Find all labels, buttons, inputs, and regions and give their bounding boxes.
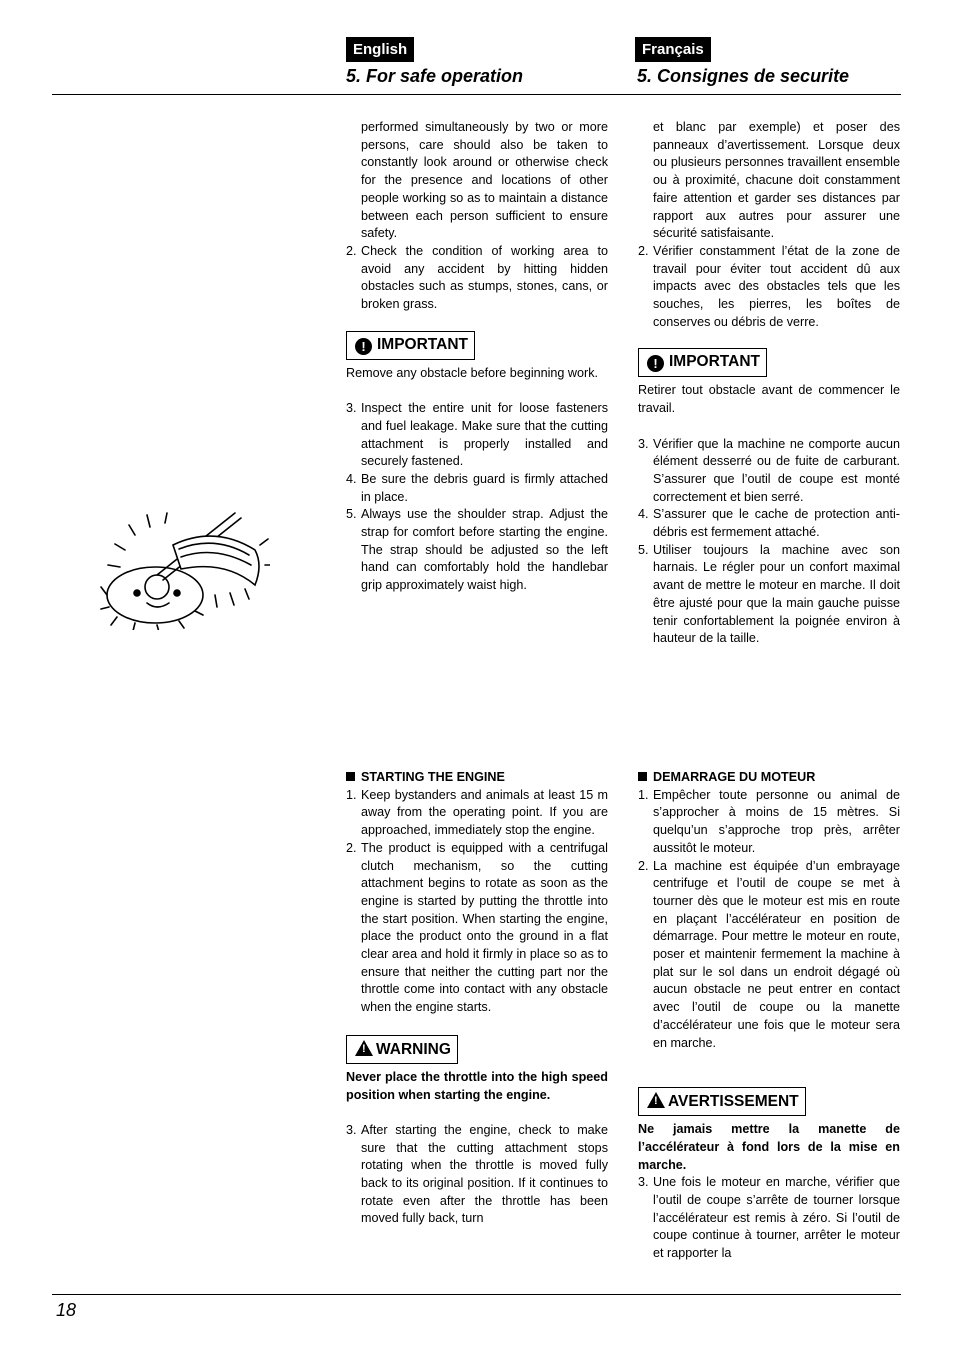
list-item-fr-3 xyxy=(638,436,900,507)
exclamation-icon: ! xyxy=(355,338,372,355)
list-item-en-s2 xyxy=(346,840,608,1017)
item-number: 2. xyxy=(638,858,649,873)
warning-label: WARNING xyxy=(376,1040,451,1058)
english-column xyxy=(346,119,608,595)
important-text-fr: Retirer tout obstacle avant de commencer le travail. xyxy=(638,383,900,416)
section-heading-text: DEMARRAGE DU MOTEUR xyxy=(653,770,816,784)
language-tag-french: Français xyxy=(635,37,711,62)
list-item-en-3 xyxy=(346,400,608,471)
list-item-en-2 xyxy=(346,243,608,314)
warning-triangle-icon: ! xyxy=(355,1040,373,1056)
english-column-starting xyxy=(346,769,608,1228)
important-box-en xyxy=(346,331,475,360)
paragraph-en-intro: performed simultaneously by two or more persons, care should also be taken to constantly look around or otherwise check for the presence and locations of other people working so as to maintain a distance between each person sufficient to ensure safety. xyxy=(361,120,608,241)
language-tag-english: English xyxy=(346,37,414,62)
item-number: 3. xyxy=(638,1175,649,1190)
section-heading-fr xyxy=(638,769,900,787)
footer-rule xyxy=(52,1294,901,1295)
item-number: 3. xyxy=(346,401,357,416)
important-label: IMPORTANT xyxy=(669,353,760,371)
item-text: Always use the shoulder strap. Adjust the strap for comfort before starting the engine. The strap should be adjusted so the left hand can comfortably hold the handlebar grip approximately waist high. xyxy=(361,507,608,593)
important-label: IMPORTANT xyxy=(377,335,468,353)
item-number: 4. xyxy=(346,471,357,486)
warning-triangle-icon: ! xyxy=(647,1092,665,1108)
item-number: 3. xyxy=(638,436,649,451)
list-item-en-4 xyxy=(346,471,608,506)
section-heading-text: STARTING THE ENGINE xyxy=(361,770,505,784)
page-number: 18 xyxy=(56,1300,77,1320)
list-item-fr-s3 xyxy=(638,1174,900,1263)
item-text: After starting the engine, check to make sure that the cutting attachment stops rotating when the throttle is moved fully back to its original position. If it continues to rotate even after the throttle has been moved fully back, turn xyxy=(361,1122,608,1226)
list-item-fr-5 xyxy=(638,542,900,648)
square-bullet-icon xyxy=(638,772,647,781)
item-number: 1. xyxy=(638,787,649,802)
french-column xyxy=(638,119,900,648)
list-item-fr-4 xyxy=(638,506,900,541)
item-number: 3. xyxy=(346,1122,357,1137)
warning-box-fr xyxy=(638,1087,806,1116)
item-text: Utiliser toujours la machine avec son harnais. Le régler pour un confort maximal avant de mettre le moteur en marche. Il doit être ajusté pour que la main gauche puisse tenir confortablement la poignée environ à hauteur de la taille. xyxy=(653,542,900,646)
item-number: 2. xyxy=(346,840,357,855)
item-number: 4. xyxy=(638,507,649,522)
item-text: La machine est équipée d’un embrayage centrifuge et l’outil de coupe se met à tourner dès que le moteur est mis en route en plaçant l’accélérateur en position de démarrage. Pour mettre le moteur en route, poser et maintenir fermement la machine à plat sur le sol dans un endroit dégagé où aucun obstacle ne peut entrer en contact avec l’outil de coupe ou la manette d’accélérateur une fois que le moteur sera en marche. xyxy=(653,858,900,1050)
important-box-fr xyxy=(638,348,767,377)
list-item-fr-s1 xyxy=(638,787,900,858)
item-text: Inspect the entire unit for loose fasteners and fuel leakage. Make sure that the cutting attachment is properly installed and securely fastened. xyxy=(361,401,608,469)
paragraph-fr-intro: et blanc par exemple) et poser des panneaux d’avertissement. Lorsque deux ou plusieurs personnes travaillent ensemble ou à proximité, chacune doit constamment faire attention et garder ses distances par rapport aux autres pour assurer une sécurité satisfaisante. xyxy=(653,120,900,241)
section-heading-en xyxy=(346,769,608,787)
item-text: Empêcher toute personne ou animal de s’approcher à moins de 15 mètres. Si quelqu’un s’approche trop près, arrêter aussitôt le moteur. xyxy=(653,787,900,855)
item-text: Une fois le moteur en marche, vérifier que l’outil de coupe s’arrête de tourner lorsque l’accélérateur est remis à zéro. Si l’outil de coupe continue à tourner, arrêter le moteur et rapporter la xyxy=(653,1175,900,1261)
list-item-en-s1 xyxy=(346,787,608,840)
item-text: Check the condition of working area to avoid any accident by hitting hidden obstacles such as stumps, stones, cans, or broken grass. xyxy=(361,243,608,312)
list-item-fr-2 xyxy=(638,243,900,332)
section-title-english: 5. For safe operation xyxy=(346,66,524,86)
warning-text-en: Never place the throttle into the high speed position when starting the engine. xyxy=(346,1069,608,1102)
warning-label: AVERTISSEMENT xyxy=(668,1093,799,1111)
item-text: Vérifier constamment l’état de la zone de travail pour éviter tout accident dû aux impacts avec des obstacles tels que les souches, les pierres, les boîtes de conserves ou débris de verre. xyxy=(653,243,900,329)
square-bullet-icon xyxy=(346,772,355,781)
warning-box-en xyxy=(346,1035,458,1064)
item-text: The product is equipped with a centrifugal clutch mechanism, so the cutting attachment begins to rotate as soon as the engine is started by putting the throttle into the start position. When starting the engine, place the product onto the ground in a flat clear area and hold it firmly in place so as to ensure that neither the cutting part nor the throttle come into contact with any obstacle when the engine starts. xyxy=(361,840,608,1015)
item-text: Be sure the debris guard is firmly attached in place. xyxy=(361,471,608,504)
item-number: 2. xyxy=(346,243,357,258)
warning-text-fr: Ne jamais mettre la manette de l’accélérateur à fond lors de la mise en marche. xyxy=(638,1122,900,1172)
item-number: 5. xyxy=(346,507,357,522)
item-text: Vérifier que la machine ne comporte aucun élément desserré ou de fuite de carburant. S’assurer que l’outil de coupe est monté correctement et bien serré. xyxy=(653,436,900,504)
item-text: Keep bystanders and animals at least 15 m away from the operating point. If you are approached, immediately stop the engine. xyxy=(361,787,608,838)
section-title-french: 5. Consignes de securite xyxy=(637,66,850,86)
item-number: 1. xyxy=(346,787,357,802)
item-number: 5. xyxy=(638,542,649,557)
trimmer-illustration xyxy=(95,505,270,630)
header-rule xyxy=(52,94,901,95)
item-number: 2. xyxy=(638,243,649,258)
french-column-starting xyxy=(638,769,900,1263)
list-item-en-s3 xyxy=(346,1122,608,1228)
important-text-en: Remove any obstacle before beginning work. xyxy=(346,365,599,380)
item-text: S’assurer que le cache de protection anti-débris est fermement attaché. xyxy=(653,507,900,540)
list-item-en-5 xyxy=(346,506,608,595)
list-item-fr-s2 xyxy=(638,858,900,1053)
exclamation-icon: ! xyxy=(647,355,664,372)
